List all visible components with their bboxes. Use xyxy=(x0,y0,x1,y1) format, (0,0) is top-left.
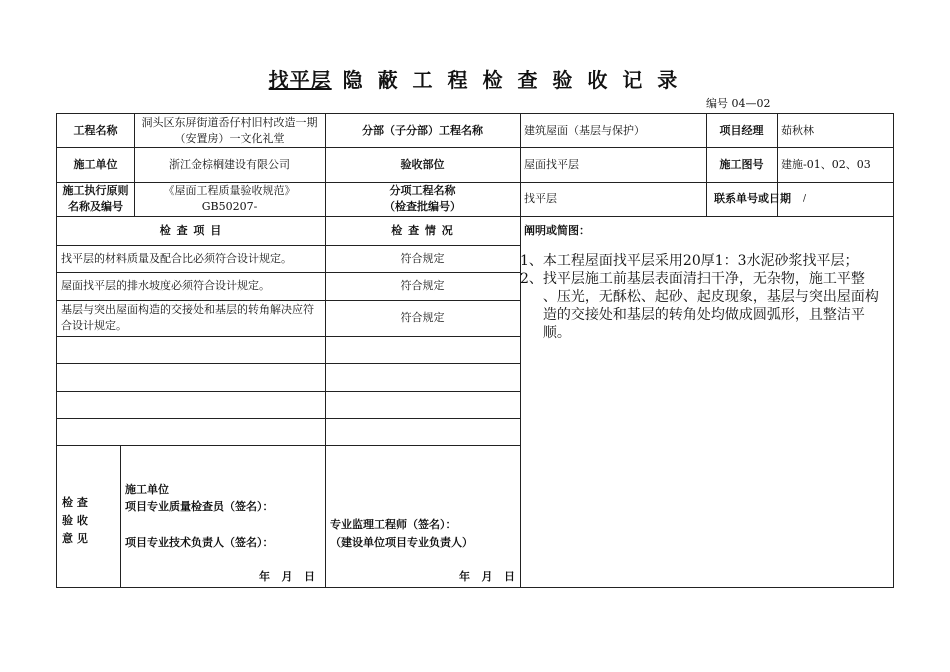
row-divider xyxy=(57,336,520,337)
manager-value: 茹秋林 xyxy=(781,123,814,137)
contact-no-value: / xyxy=(803,194,807,204)
row-divider xyxy=(57,445,520,446)
opinion-label-line2: 验 收 xyxy=(62,514,88,527)
note-item xyxy=(520,252,882,270)
inspection-status-header: 检 查 情 况 xyxy=(391,223,454,237)
contact-no-label: 联系单号或日期 xyxy=(714,192,791,205)
item-name-label-line1: 分项工程名称 xyxy=(389,184,456,197)
opinion-label-line3: 意 见 xyxy=(62,532,88,545)
col-divider xyxy=(325,445,326,587)
standard-label xyxy=(57,182,134,216)
standard-label-line1: 施工执行原则 xyxy=(62,184,129,197)
drawing-no-label: 施工图号 xyxy=(719,157,764,171)
quality-inspector-signature: 项目专业质量检查员（签名）： xyxy=(125,500,274,513)
acceptance-part-value: 屋面找平层 xyxy=(524,157,579,171)
project-name-value: 洞头区东屏街道岙仔村旧村改造一期（安置房）一文化礼堂 xyxy=(141,115,318,145)
tech-leader-signature: 项目专业技术负责人（签名）： xyxy=(125,536,274,549)
inspection-row-status: 符合规定 xyxy=(400,311,445,324)
page-title xyxy=(0,64,950,93)
inspection-row-item: 基层与突出屋面构造的交接处和基层的转角解决应符合设计规定。 xyxy=(61,303,314,332)
supervisor-signature: 专业监理工程师（签名）： xyxy=(330,518,457,531)
row-divider xyxy=(57,418,520,419)
date-right: 年 月 日 xyxy=(459,570,515,583)
title-underlined: 找平层 xyxy=(268,68,332,92)
project-name-label: 工程名称 xyxy=(73,123,118,137)
doc-number: 编号 04—02 xyxy=(706,97,771,110)
title-rest: 隐 蔽 工 程 检 查 验 收 记 录 xyxy=(331,68,682,92)
acceptance-part-label: 验收部位 xyxy=(400,157,445,171)
note-text: 本工程屋面找平层采用20厚1：3水泥砂浆找平层； xyxy=(542,253,859,269)
opinion-label xyxy=(62,494,88,548)
manager-label: 项目经理 xyxy=(719,123,764,137)
row-divider xyxy=(57,363,520,364)
notes-label: 阐明或简图： xyxy=(524,224,590,237)
note-item xyxy=(520,270,882,342)
inspection-row-status: 符合规定 xyxy=(400,279,445,292)
col-divider xyxy=(120,445,121,587)
item-name-label xyxy=(325,182,520,216)
item-name-label-line2: （检查批编号） xyxy=(384,200,461,213)
inspection-row-item: 屋面找平层的排水坡度必须符合设计规定。 xyxy=(61,279,270,292)
item-name-value: 找平层 xyxy=(524,192,557,205)
owner-leader-signature: （建设单位项目专业负责人） xyxy=(330,536,473,549)
note-number: 1、 xyxy=(520,253,543,269)
inspection-row-item: 找平层的材料质量及配合比必须符合设计规定。 xyxy=(61,251,292,265)
subdivision-value: 建筑屋面（基层与保护） xyxy=(524,123,645,137)
standard-label-line2: 名称及编号 xyxy=(68,200,123,213)
row-divider xyxy=(57,391,520,392)
note-text: 找平层施工前基层表面清扫干净，无杂物，施工平整 、压光，无酥松、起砂、起皮现象，基层与突出屋面构造的交接处和基层的转角处均做成圆弧形，且整洁平顺。 xyxy=(542,271,879,341)
contractor-unit-label: 施工单位 xyxy=(125,483,169,496)
date-left: 年 月 日 xyxy=(259,570,315,583)
drawing-no-value: 建施-01、02、03 xyxy=(781,157,871,171)
standard-value: 《屋面工程质量验收规范》GB50207- xyxy=(163,184,296,213)
notes-body xyxy=(520,252,882,342)
inspection-row-status: 符合规定 xyxy=(400,251,445,265)
subdivision-label: 分部（子分部）工程名称 xyxy=(362,123,483,137)
inspection-item-header: 检 查 项 目 xyxy=(159,223,223,237)
opinion-label-line1: 检 查 xyxy=(62,496,88,509)
contractor-label: 施工单位 xyxy=(73,157,118,171)
note-number: 2、 xyxy=(520,271,543,287)
contractor-value: 浙江金棕榈建设有限公司 xyxy=(169,157,290,171)
